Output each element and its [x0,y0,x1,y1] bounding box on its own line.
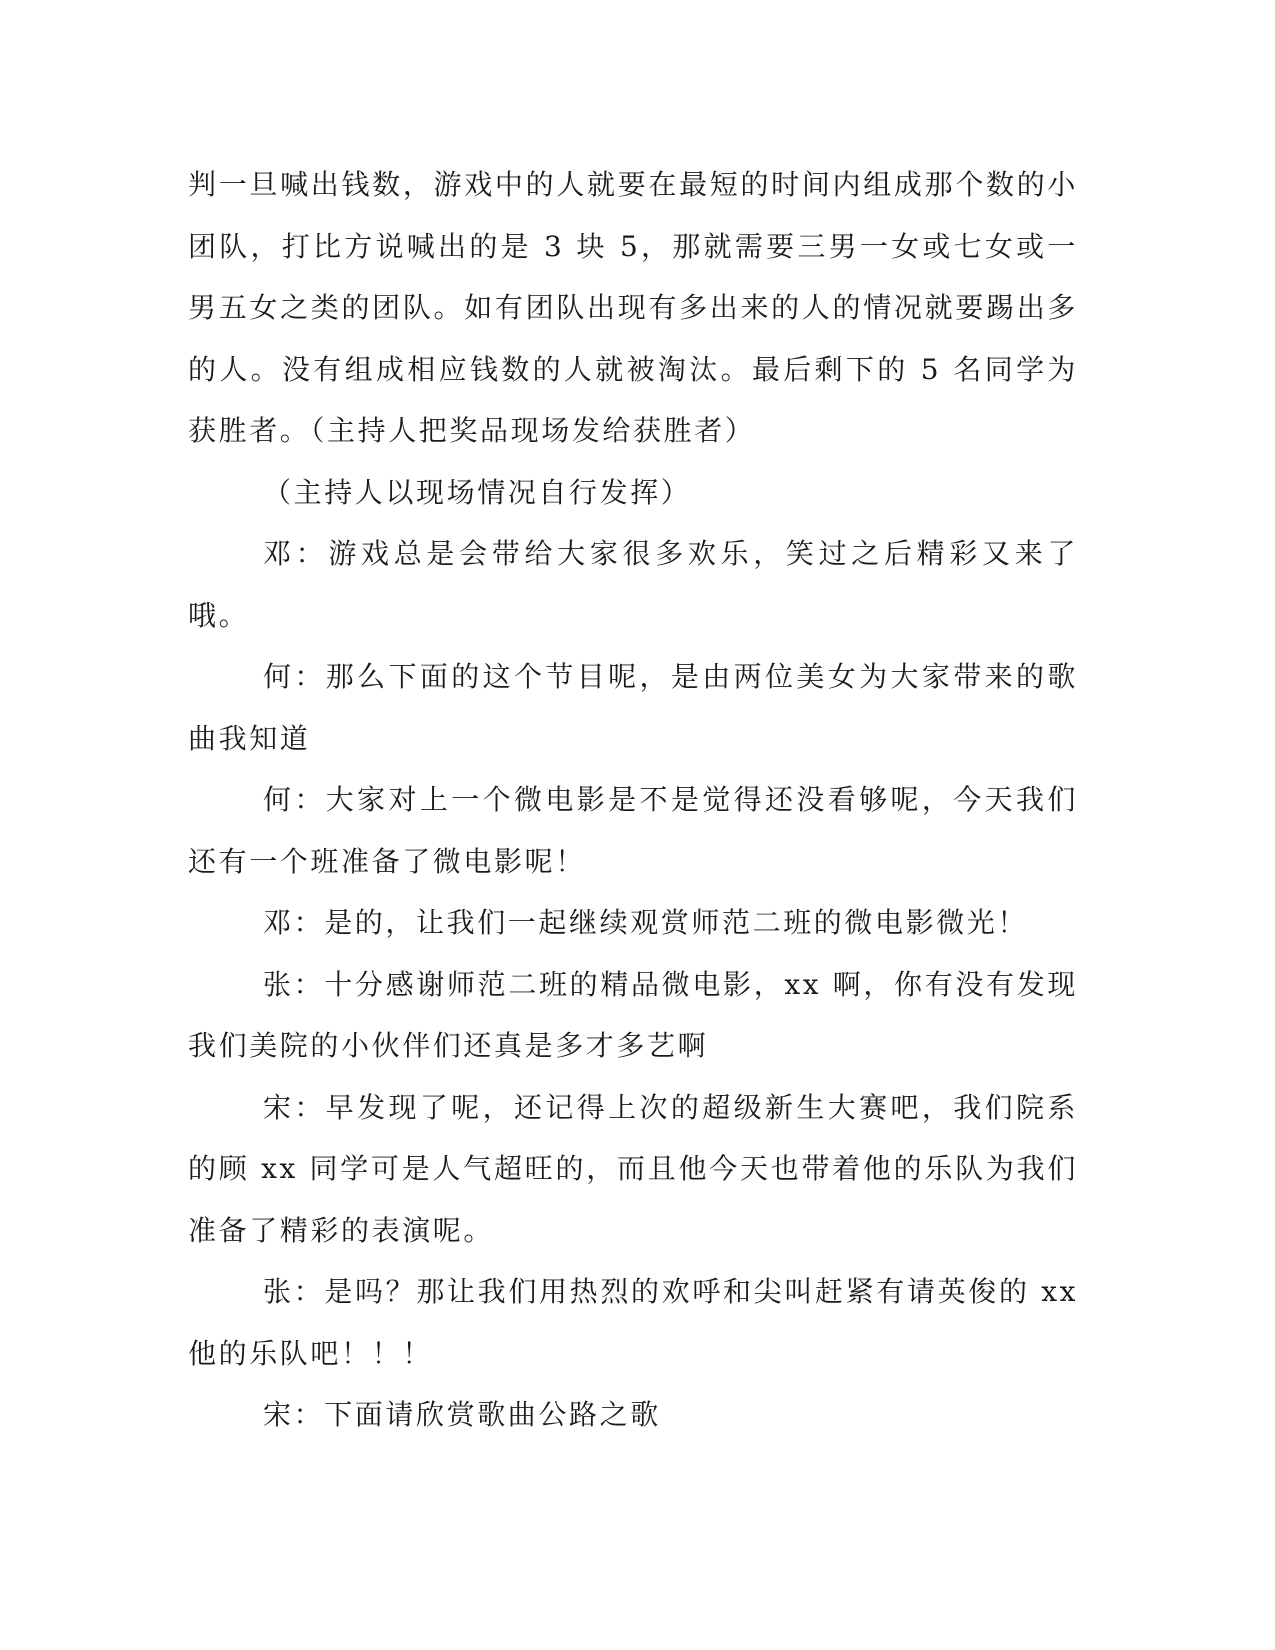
paragraph-song-1: 宋：早发现了呢，还记得上次的超级新生大赛吧，我们院系的顾 xx 同学可是人气超旺的，而且他今天也带着他的乐队为我们准备了精彩的表演呢。 [188,1090,1078,1247]
paragraph-zhang-1: 张：十分感谢师范二班的精品微电影，xx 啊，你有没有发现我们美院的小伙伴们还真是多才多艺啊 [188,967,1078,1062]
paragraph-song-2: 宋：下面请欣赏歌曲公路之歌 [263,1398,661,1431]
paragraph-zhang-2: 张：是吗？那让我们用热烈的欢呼和尖叫赶紧有请英俊的 xx 他的乐队吧！！！ [188,1275,1078,1370]
paragraph-host-note: （主持人以现场情况自行发挥） [263,475,692,509]
paragraph-he-2: 何：大家对上一个微电影是不是觉得还没看够呢，今天我们还有一个班准备了微电影呢！ [188,783,1078,878]
paragraph-deng-2: 邓：是的，让我们一起继续观赏师范二班的微电影微光！ [263,906,1029,939]
paragraph-deng-1: 邓：游戏总是会带给大家很多欢乐，笑过之后精彩又来了哦。 [188,537,1078,632]
paragraph-game-rules: 判一旦喊出钱数，游戏中的人就要在最短的时间内组成那个数的小团队，打比方说喊出的是 3 块 5，那就需要三男一女或七女或一男五女之类的团队。如有团队出现有多出来的人的情况就要踢出多的人。没有组成相应钱数的人就被淘汰。最后剩下的 5 名同学为获胜者。（主持人把奖品现场发给获胜者） [188,168,1078,447]
document-body [188,154,1078,1446]
paragraph-he-1: 何：那么下面的这个节目呢，是由两位美女为大家带来的歌曲我知道 [188,660,1078,755]
